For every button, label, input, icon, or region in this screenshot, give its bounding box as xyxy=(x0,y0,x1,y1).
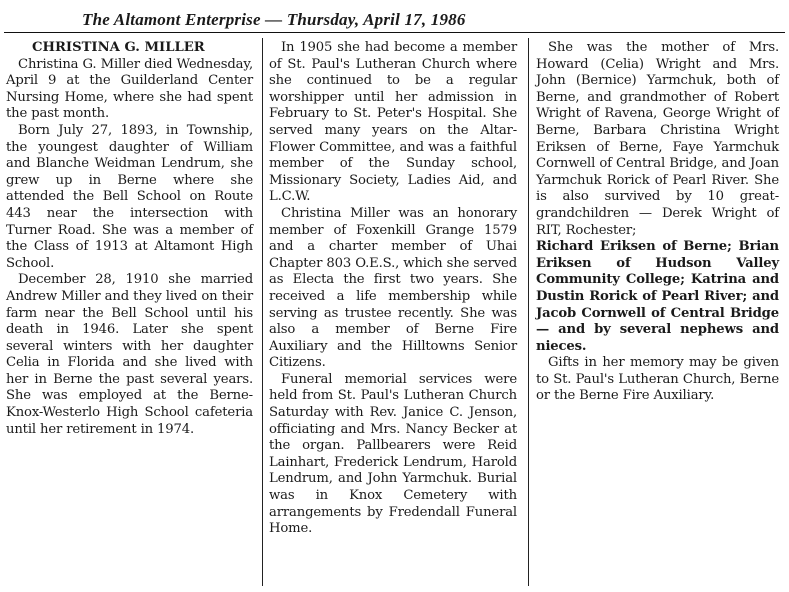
paragraph: December 28, 1910 she married Andrew Miller and they lived on their farm near the Bell School until his death in 1946. Later she spent several winters with her daughter Celia in Florida and she lived with her in Berne the past several years. She was employed at the Berne-Knox-Westerlo High School cafeteria until her retirement in 1974. xyxy=(6,272,253,437)
paragraph: Gifts in her memory may be given to St. Paul's Lutheran Church, Berne or the Berne Fire Auxiliary. xyxy=(536,355,779,404)
obituary-heading: CHRISTINA G. MILLER xyxy=(32,40,205,55)
paragraph: Born July 27, 1893, in Township, the youngest daughter of William and Blanche Weidman Lendrum, she grew up in Berne where she attended the Bell School on Route 443 near the intersection with Turner Road. She was a member of the Class of 1913 at Altamont High School. xyxy=(6,122,253,271)
masthead-rule xyxy=(4,32,785,33)
survivors-bold-paragraph: Richard Eriksen of Berne; Brian Eriksen of Hudson Valley Community College; Katrina and Dustin Rorick of Pearl River; and Jacob Cornwell of Central Bridge — and by several nephews and nieces. xyxy=(536,239,779,354)
obituary-column-2 xyxy=(269,40,517,538)
paragraph: Christina G. Miller died Wednesday, April 9 at the Guilderland Center Nursing Home, where she had spent the past month. xyxy=(6,56,253,122)
paragraph: Christina Miller was an honorary member of Foxenkill Grange 1579 and a charter member of Uhai Chapter 803 O.E.S., which she served as Electa the first two years. She received a life membership while serving as trustee recently. She was also a member of Berne Fire Auxiliary and the Hilltowns Senior Citizens. xyxy=(269,205,517,371)
obituary-column-1 xyxy=(6,40,253,438)
obituary-column-3 xyxy=(536,40,779,405)
newspaper-masthead: The Altamont Enterprise — Thursday, April 17, 1986 xyxy=(82,10,466,29)
column-divider xyxy=(528,38,529,586)
paragraph: She was the mother of Mrs. Howard (Celia) Wright and Mrs. John (Bernice) Yarmchuk, both of Berne, and grandmother of Robert Wright of Ravena, George Wright of Berne, Barbara Christina Wright Eriksen of Berne, Faye Yarmchuk Cornwell of Central Bridge, and Joan Yarmchuk Rorick of Pearl River. She is also survived by 10 great-grandchildren — Derek Wright of RIT, Rochester; xyxy=(536,40,779,238)
paragraph: Funeral memorial services were held from St. Paul's Lutheran Church Saturday with Rev. Janice C. Jenson, officiating and Mrs. Nancy Becker at the organ. Pallbearers were Reid Lainhart, Frederick Lendrum, Harold Lendrum, and John Yarmchuk. Burial was in Knox Cemetery with arrangements by Fredendall Funeral Home. xyxy=(269,371,517,537)
paragraph: In 1905 she had become a member of St. Paul's Lutheran Church where she continued to be a regular worshipper until her admission in February to St. Peter's Hospital. She served many years on the Altar-Flower Committee, and was a faithful member of the Sunday school, Missionary Society, Ladies Aid, and L.C.W. xyxy=(269,40,517,205)
column-divider xyxy=(262,38,263,586)
